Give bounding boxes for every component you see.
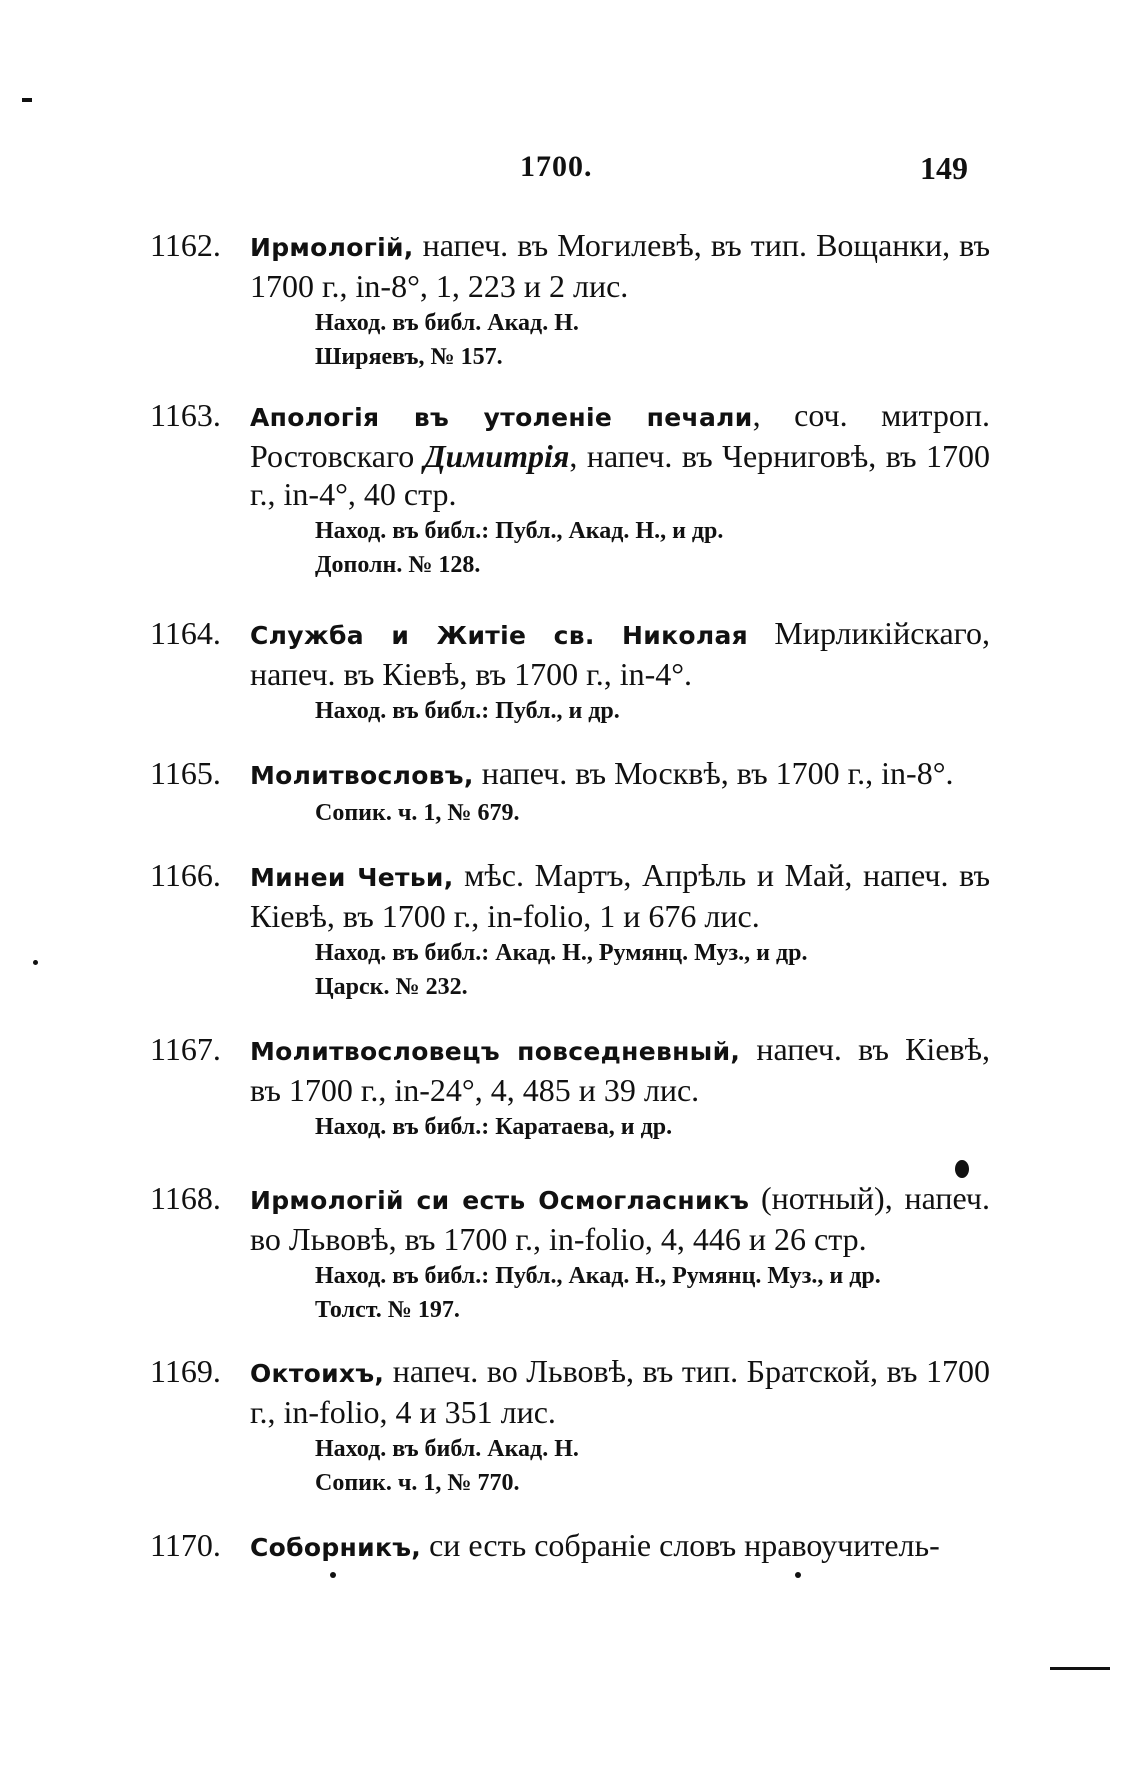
entry-1164: [150, 614, 990, 727]
entry-1167: [150, 1030, 990, 1143]
header-year: 1700.: [520, 150, 593, 183]
ink-speck: [795, 1572, 801, 1578]
entry-1168: [150, 1179, 990, 1326]
entry-note: Наход. въ библ.: Каратаева, и др.: [315, 1114, 673, 1140]
entry-number: 1165.: [150, 755, 221, 791]
entry-note: Ширяевъ, № 157.: [315, 344, 503, 370]
entry-note: Наход. въ библ.: Акад. Н., Румянц. Муз., и др.: [315, 940, 808, 966]
entry-title: Служба и Житiе св. Николая: [250, 621, 748, 650]
entry-note: Наход. въ библ. Акад. Н.: [315, 310, 579, 336]
entry-title: Ирмологiй,: [250, 233, 414, 262]
entry-number: 1169.: [150, 1353, 221, 1389]
entry-note: Наход. въ библ. Акад. Н.: [315, 1436, 579, 1462]
entry-1169: [150, 1352, 990, 1499]
entry-title: Соборникъ,: [250, 1533, 422, 1562]
entry-note: Толст. № 197.: [315, 1297, 460, 1323]
entry-note: Сопик. ч. 1, № 679.: [315, 800, 520, 826]
entry-1163: [150, 396, 990, 581]
entry-number: 1167.: [150, 1031, 221, 1067]
entry-text: напеч. въ Могилевѣ, въ тип. Вощанки, въ 1700 г., in-8°, 1, 223 и 2 лис.: [250, 227, 990, 304]
entry-text: напеч. въ Кiевѣ, въ 1700 г., in-24°, 4, 485 и 39 лис.: [250, 1031, 991, 1108]
running-header: [0, 150, 1140, 190]
entry-author: Димитрiя: [423, 438, 570, 474]
entry-text: , напеч. въ Черниговѣ, въ 1700 г., in-4°, 40 стр.: [250, 438, 991, 512]
entry-text: напеч. въ Москвѣ, въ 1700 г., in-8°.: [473, 755, 954, 791]
entry-text: , соч. митроп. Ростовскаго: [250, 397, 991, 474]
entry-number: 1164.: [150, 615, 221, 651]
entry-1165: [150, 754, 990, 829]
page-number: 149: [920, 150, 968, 186]
entry-number: 1162.: [150, 227, 221, 263]
entry-text: си есть собранiе словъ нравоучитель-: [421, 1527, 940, 1563]
entry-note: Царск. № 232.: [315, 974, 468, 1000]
entry-title: Апологiя въ утоленiе печали: [250, 403, 753, 432]
entry-title: Октоихъ,: [250, 1359, 385, 1388]
entry-number: 1163.: [150, 397, 221, 433]
entry-text: напеч. во Львовѣ, въ тип. Братской, въ 1700 г., in-folio, 4 и 351 лис.: [250, 1353, 990, 1430]
entry-text: (нотный), напеч. во Львовѣ, въ 1700 г., in-folio, 4, 446 и 26 стр.: [250, 1180, 991, 1257]
margin-mark: [22, 98, 32, 102]
entry-1170: [150, 1526, 990, 1567]
entry-title: Ирмологiй си есть Осмогласникъ: [250, 1186, 750, 1215]
entry-note: Наход. въ библ.: Публ., Акад. Н., и др.: [315, 518, 724, 544]
entry-note: Дополн. № 128.: [315, 552, 481, 578]
entry-number: 1166.: [150, 857, 221, 893]
entry-title: Молитвословъ,: [250, 761, 474, 790]
ink-speck: [330, 1572, 336, 1578]
entry-title: Молитвословецъ повседневный,: [250, 1037, 741, 1066]
entry-text: Мирликiйскаго, напеч. въ Кiевѣ, въ 1700 г., in-4°.: [250, 615, 990, 692]
entry-text: мѣс. Мартъ, Апрѣль и Май, напеч. въ Кiевѣ, въ 1700 г., in-folio, 1 и 676 лис.: [250, 857, 990, 934]
entry-1166: [150, 856, 990, 1003]
ink-speck: [33, 960, 38, 965]
entry-number: 1168.: [150, 1180, 221, 1216]
entry-note: Наход. въ библ.: Публ., Акад. Н., Румянц. Муз., и др.: [315, 1263, 881, 1289]
entry-note: Наход. въ библ.: Публ., и др.: [315, 698, 620, 724]
margin-mark: [1050, 1667, 1110, 1670]
entry-number: 1170.: [150, 1527, 221, 1563]
entry-1162: [150, 226, 990, 373]
entry-title: Минеи Четьи,: [250, 863, 454, 892]
ink-speck: [955, 1160, 969, 1178]
entry-note: Сопик. ч. 1, № 770.: [315, 1470, 520, 1496]
